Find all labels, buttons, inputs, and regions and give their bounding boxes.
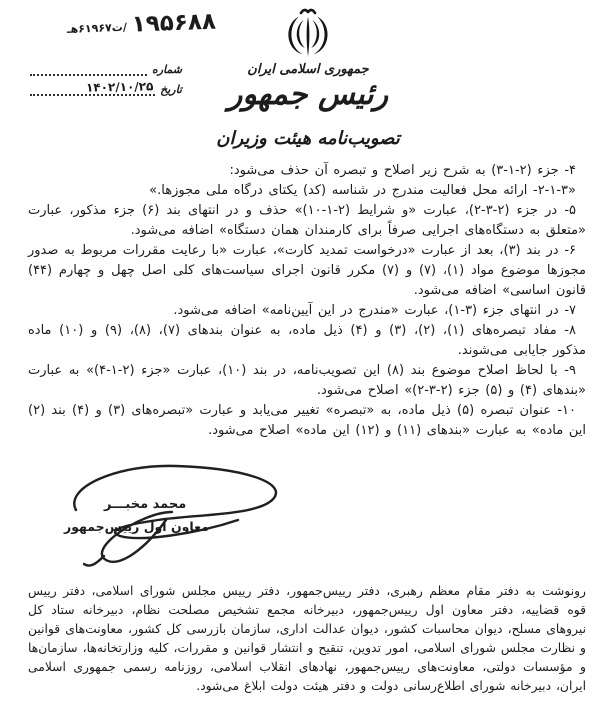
number-label: شماره xyxy=(151,63,182,76)
iran-coat-of-arms-icon xyxy=(281,6,335,68)
resolution-body xyxy=(28,161,586,441)
date-value: ۱۴۰۲/۱۰/۲۵ xyxy=(85,79,154,95)
handwritten-signature-icon xyxy=(44,456,306,576)
clause-9: ۹- با لحاظ اصلاح موضوع بند (۸) این تصویب‌نامه، در بند (۱۰)، عبارت «جزء (۲-۱-۴)» به عبارت «بندهای (۴) و (۵) جزء (۲-۳-۲)» اصلاح می‌شود. xyxy=(28,363,586,398)
date-label: تاریخ xyxy=(160,83,182,96)
clause-5: ۵- در جزء (۲-۳-۲)، عبارت «و شرایط (۲-۱-۱۰)» حذف و در انتهای بند (۶) جزء مذکور، عبارت «متعلق به دستگاه‌های اجرایی صرفاً برای کارمندان همان دستگاه» اضافه می‌شود. xyxy=(28,203,586,238)
ref-number-main: ۱۹۵۶۸۸ xyxy=(131,8,217,38)
clause-4: ۴- جزء (۲-۱-۳) به شرح زیر اصلاح و تبصره آن حذف می‌شود: xyxy=(229,163,576,178)
clause-4-quoted-text: «۲-۱-۳- ارائه محل فعالیت مندرج در شناسه (کد) یکتای درگاه ملی مجوزها.» xyxy=(149,183,576,198)
clause-8: ۸- مفاد تبصره‌های (۱)، (۲)، (۳) و (۴) ذیل ماده، به عنوان بندهای (۷)، (۸)، (۹) و (۱۰) ماده مذکور جایابی می‌شوند. xyxy=(28,323,586,358)
clause-6: ۶- در بند (۳)، بعد از عبارت «درخواست تمدید کارت»، عبارت «با رعایت مقررات مربوط به صدور مجوزها موضوع مواد (۱)، (۷) و (۷) مکرر قانون اجرای سیاست‌های کلی اصل چهل و چهارم (۴۴) قانون اساسی» اضافه می‌شود. xyxy=(28,243,586,298)
document-type-title: تصویب‌نامه هیئت وزیران xyxy=(216,128,400,149)
clause-10: ۱۰- عنوان تبصره (۵) ذیل ماده، به «تبصره» تغییر می‌یابد و عبارت «تبصره‌های (۳) و (۴) بند (۲) این ماده» به عبارت «بندهای (۱۱) و (۱۲) این ماده» اصلاح می‌شود. xyxy=(28,403,586,438)
signer-name: محمد مخبـــر xyxy=(104,497,187,512)
ref-number-suffix: /ت۶۱۹۶۷هـ xyxy=(66,20,128,36)
signer-title: معاون اول رییس‌جمهور xyxy=(64,519,209,534)
distribution-note: رونوشت به دفتر مقام معظم رهبری، دفتر رییس‌جمهور، دفتر رییس مجلس شورای اسلامی، دفتر رییس قوه قضاییه، دفتر معاون اول رییس‌جمهور، دبیرخانه مجمع تشخیص مصلحت نظام، دبیرخانه ستاد کل نیروهای مسلح، دیوان محاسبات کشور، دیوان عدالت اداری، سازمان بازرسی کل کشور، معاونت‌های قوانین و نظارت مجلس شورای اسلامی، امور تدوین، تنقیح و انتشار قوانین و مقررات، کلیه وزارتخانه‌ها، سازمان‌ها و مؤسسات دولتی، معاونت‌های رییس‌جمهور، نهادهای انقلاب اسلامی، روزنامه رسمی جمهوری اسلامی ایران، دبیرخانه شورای اطلاع‌رسانی دولت و دفتر هیئت دولت ابلاغ می‌شود. xyxy=(28,584,586,693)
handwritten-ref-number xyxy=(24,9,217,42)
office-title: رئیس جمهور xyxy=(227,77,389,112)
clause-7: ۷- در انتهای جزء (۳-۱)، عبارت «مندرج در این آیین‌نامه» اضافه می‌شود. xyxy=(173,303,576,318)
country-title: جمهوری اسلامی ایران xyxy=(247,62,369,77)
